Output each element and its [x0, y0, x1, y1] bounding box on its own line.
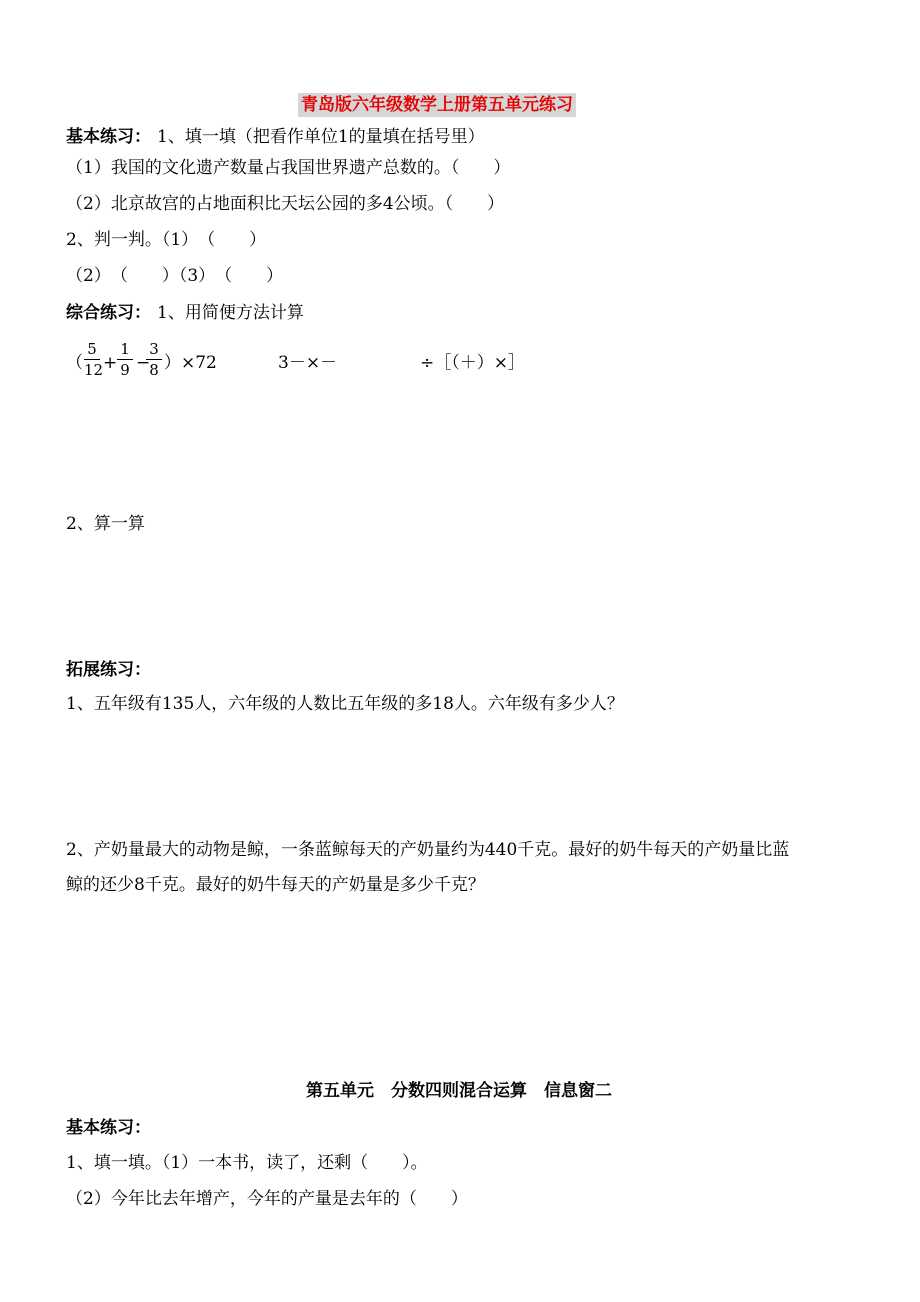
fraction-denominator: 9 [120, 361, 130, 379]
judge-q2-line2: （2） （ ）（3） （ ） [66, 266, 284, 286]
extension-q2-line1: 2、产奶量最大的动物是鲸，一条蓝鲸每天的产奶量约为440千克。最好的奶牛每天的产奶量比蓝 [66, 840, 790, 860]
fraction-numerator: 1 [120, 340, 130, 358]
expr-minus: − [136, 353, 151, 373]
extension-q2-line2: 鲸的还少8千克。最好的奶牛每天的产奶量是多少千克？ [66, 875, 485, 895]
fraction-numerator: 3 [149, 340, 159, 358]
fraction-denominator: 8 [149, 361, 159, 379]
fraction-denominator: 12 [84, 361, 104, 379]
expr-3: ÷［（＋）×］ [420, 353, 525, 373]
fraction-numerator: 5 [87, 340, 97, 358]
fraction-bar [146, 359, 162, 360]
expr-tail: ）×72 [164, 353, 217, 373]
comprehensive-practice-label: 综合练习： [66, 303, 151, 323]
expr-plus: + [103, 353, 118, 373]
expr-2: 3－×－ [278, 353, 338, 373]
basic-practice-label: 基本练习： [66, 127, 151, 147]
judge-q2-line1: 2、判一判。（1） （ ） [66, 230, 267, 250]
document-title: 青岛版六年级数学上册第五单元练习 [298, 93, 576, 117]
comprehensive-q2: 2、算一算 [66, 514, 145, 534]
fraction-bar [84, 359, 100, 360]
section-subtitle: 第五单元 分数四则混合运算 信息窗二 [306, 1081, 612, 1101]
fraction-5-12 [84, 340, 104, 379]
comprehensive-q1-text: 1、用简便方法计算 [157, 303, 304, 323]
expr-open-paren: （ [66, 353, 83, 373]
fraction-1-9 [117, 340, 133, 379]
extension-practice-label: 拓展练习： [66, 660, 151, 680]
basic-q1-1: （1）我国的文化遗产数量占我国世界遗产总数的。（ ） [66, 158, 511, 178]
fill-q1-2: （2）今年比去年增产，今年的产量是去年的（ ） [66, 1189, 468, 1209]
fill-q1: 1、填一填。（1）一本书，读了，还剩（ ）。 [66, 1153, 428, 1173]
extension-q1: 1、五年级有135人，六年级的人数比五年级的多18人。六年级有多少人？ [66, 694, 624, 714]
basic-q1-text: 1、填一填（把看作单位1的量填在括号里） [157, 127, 485, 147]
basic-q1-2: （2）北京故宫的占地面积比天坛公园的多4公顷。（ ） [66, 194, 505, 214]
fraction-3-8 [146, 340, 162, 379]
basic-practice-label-2: 基本练习： [66, 1118, 151, 1138]
fraction-bar [117, 359, 133, 360]
